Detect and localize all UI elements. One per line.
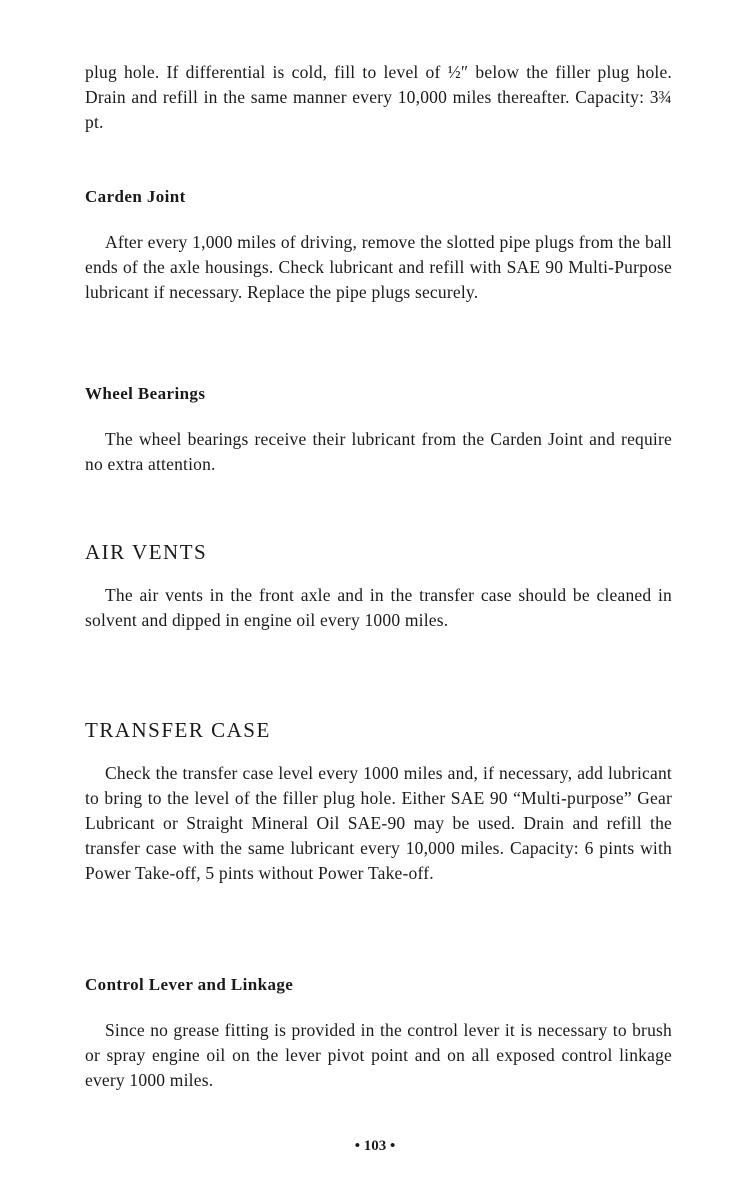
wheel-bearings-paragraph: The wheel bearings receive their lubricant from the Carden Joint and require no extra attention. (85, 429, 672, 474)
page-number: • 103 • (354, 1138, 396, 1154)
control-lever-paragraph: Since no grease fitting is provided in the control lever it is necessary to brush or spray engine oil on the lever pivot point and on all exposed control linkage every 1000 miles. (85, 1020, 672, 1090)
air-vents-paragraph: The air vents in the front axle and in the transfer case should be cleaned in solvent and dipped in engine oil every 1000 miles. (85, 585, 672, 630)
control-lever-heading: Control Lever and Linkage (85, 975, 294, 994)
transfer-case-heading: TRANSFER CASE (85, 718, 271, 742)
carden-joint-paragraph: After every 1,000 miles of driving, remove the slotted pipe plugs from the ball ends of the axle housings. Check lubricant and refill with SAE 90 Multi-Purpose lubricant if necessary. Replace the pipe plugs securely. (85, 232, 672, 302)
intro-paragraph: plug hole. If differential is cold, fill to level of ½″ below the filler plug hole. Drain and refill in the same manner every 10,000 miles thereafter. Capacity: 3¾ pt. (85, 62, 672, 132)
carden-joint-heading: Carden Joint (85, 187, 186, 206)
air-vents-heading: AIR VENTS (85, 540, 208, 564)
wheel-bearings-heading: Wheel Bearings (85, 384, 206, 403)
transfer-case-paragraph: Check the transfer case level every 1000 miles and, if necessary, add lubricant to bring to the level of the filler plug hole. Either SAE 90 “Multi-purpose” Gear Lubricant or Straight Mineral Oil SAE-90 may be used. Drain and refill the transfer case with the same lubricant every 10,000 miles. Capacity: 6 pints with Power Take-off, 5 pints without Power Take-off. (85, 763, 672, 883)
